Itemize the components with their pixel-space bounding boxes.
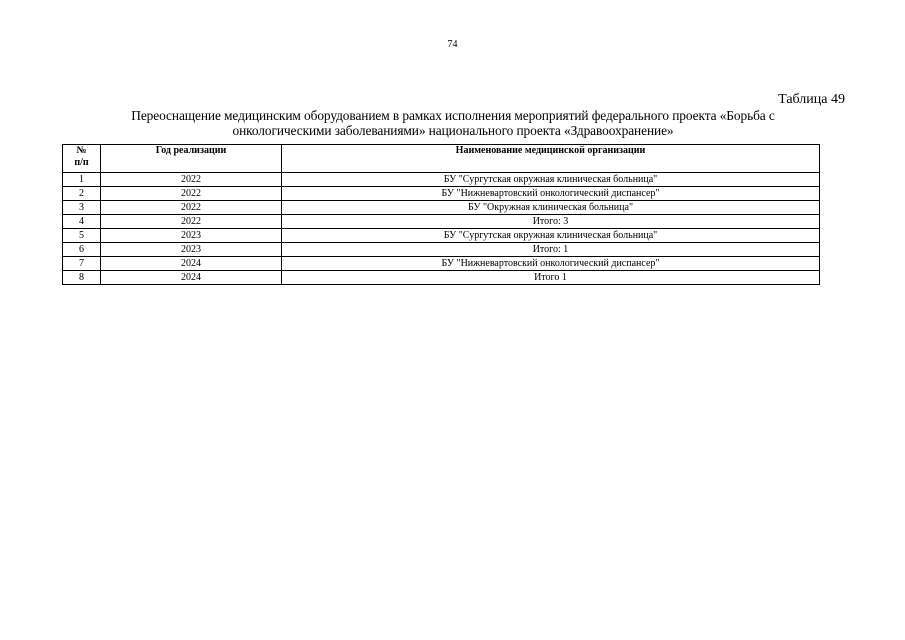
table-body [63, 173, 820, 285]
row-num-cell: 7 [63, 257, 101, 271]
row-year-cell: 2022 [101, 187, 282, 201]
table-row [63, 271, 820, 285]
row-org-cell: БУ "Сургутская окружная клиническая больница" [282, 229, 820, 243]
row-year-cell: 2022 [101, 173, 282, 187]
table-row [63, 201, 820, 215]
table-row [63, 243, 820, 257]
row-num-cell: 5 [63, 229, 101, 243]
row-org-cell: БУ "Нижневартовский онкологический диспансер" [282, 257, 820, 271]
header-org: Наименование медицинской организации [282, 145, 820, 173]
row-org-cell: Итого: 3 [282, 215, 820, 229]
page-number: 74 [447, 39, 458, 50]
table-header [63, 145, 820, 173]
table-row [63, 215, 820, 229]
row-num-cell: 4 [63, 215, 101, 229]
row-org-cell: БУ "Окружная клиническая больница" [282, 201, 820, 215]
row-org-cell: Итого: 1 [282, 243, 820, 257]
table-row [63, 257, 820, 271]
header-num-line-1: № [76, 145, 87, 156]
table-title-line-2: онкологическими заболеваниями» национального проекта «Здравоохранение» [232, 123, 674, 138]
row-num-cell: 8 [63, 271, 101, 285]
row-org-cell: БУ "Нижневартовский онкологический диспансер" [282, 187, 820, 201]
header-year: Год реализации [101, 145, 282, 173]
equipment-table [62, 144, 820, 285]
row-num-cell: 6 [63, 243, 101, 257]
header-num [63, 145, 101, 173]
header-row [63, 145, 820, 173]
table-title [66, 108, 840, 138]
row-year-cell: 2022 [101, 215, 282, 229]
table-label: Таблица 49 [778, 92, 845, 107]
row-year-cell: 2023 [101, 229, 282, 243]
row-num-cell: 2 [63, 187, 101, 201]
table-title-line-1: Переоснащение медицинским оборудованием в рамках исполнения мероприятий федерального проекта «Борьба с [131, 108, 775, 123]
row-year-cell: 2024 [101, 271, 282, 285]
header-num-line-2: п/п [74, 157, 89, 168]
row-num-cell: 3 [63, 201, 101, 215]
table-row [63, 187, 820, 201]
row-num-cell: 1 [63, 173, 101, 187]
row-org-cell: Итого 1 [282, 271, 820, 285]
row-year-cell: 2023 [101, 243, 282, 257]
row-year-cell: 2024 [101, 257, 282, 271]
row-org-cell: БУ "Сургутская окружная клиническая больница" [282, 173, 820, 187]
table-row [63, 173, 820, 187]
row-year-cell: 2022 [101, 201, 282, 215]
table-row [63, 229, 820, 243]
